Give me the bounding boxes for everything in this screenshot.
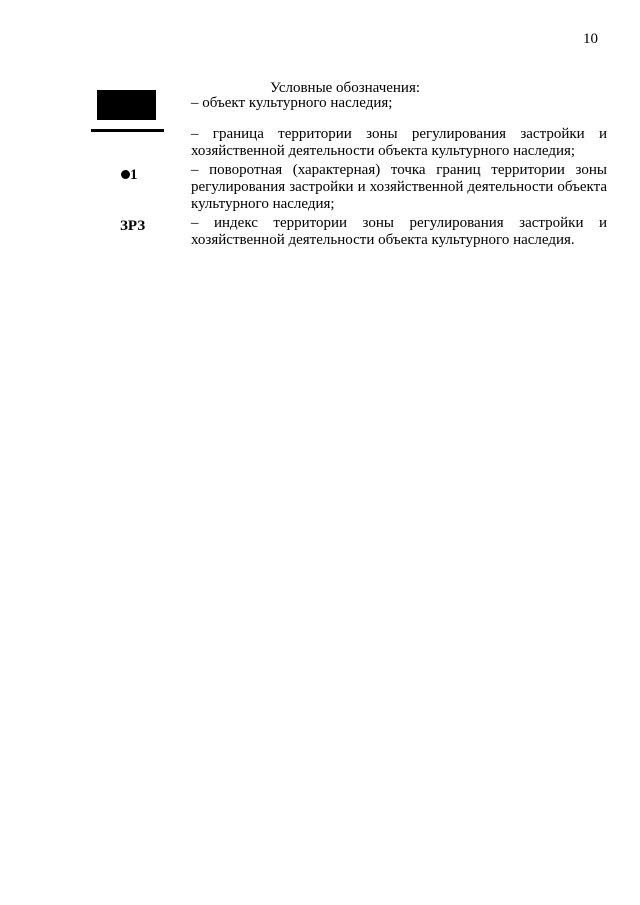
legend-item-turning-point-description: – поворотная (характерная) точка границ территории зоны регулирования застройки и хозяйственной деятельности объекта культурного наследия;: [191, 162, 607, 212]
turning-point-number: 1: [130, 167, 138, 183]
legend-item-index-description: – индекс территории зоны регулирования застройки и хозяйственной деятельности объекта культурного наследия.: [191, 215, 607, 248]
legend-title: Условные обозначения:: [270, 80, 421, 96]
turning-point-symbol: [121, 166, 138, 184]
legend-item-boundary-description: – граница территории зоны регулирования застройки и хозяйственной деятельности объекта культурного наследия;: [191, 126, 607, 159]
heritage-object-symbol: [97, 90, 156, 120]
turning-point-dot-icon: [121, 170, 130, 179]
zone-boundary-line-symbol: [91, 129, 164, 132]
legend-item-heritage-description: – объект культурного наследия;: [191, 95, 393, 111]
page-number: 10: [583, 31, 598, 47]
zone-index-symbol: ЗРЗ: [120, 218, 146, 234]
